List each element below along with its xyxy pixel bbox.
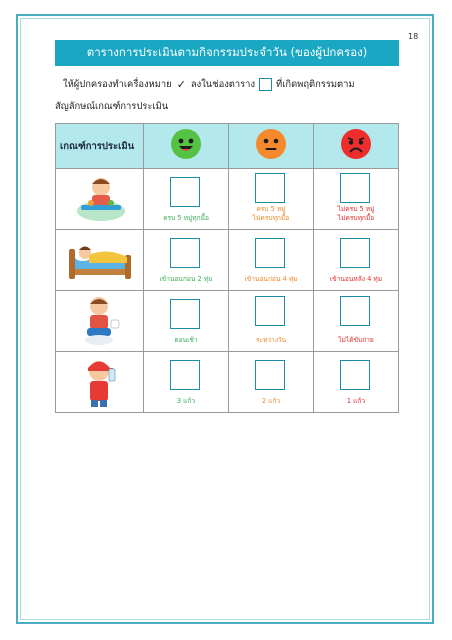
child-eating-icon	[71, 173, 129, 225]
criteria-label: ไม่ครบ 5 หมู่ ไม่ครบทุกมื้อ	[337, 205, 375, 222]
instructions-line-2: สัญลักษณ์เกณฑ์การประเมิน	[55, 101, 169, 112]
cell-happy	[144, 230, 229, 291]
page-title-text: ตารางการประเมินตามกิจกรรมประจำวัน (ของผู้ปกครอง)	[86, 45, 368, 59]
criteria-label: ระหว่างวัน	[255, 336, 287, 344]
cell-happy	[144, 169, 229, 230]
row-picture-sleeping	[56, 230, 144, 291]
criteria-header: เกณฑ์การประเมิน	[56, 124, 144, 169]
row-picture-drinking	[56, 352, 144, 413]
cell-sad	[314, 169, 399, 230]
criteria-label: ไม่ได้ขับถ่าย	[338, 336, 374, 344]
page-number: 18	[408, 32, 419, 41]
checkbox[interactable]	[170, 299, 200, 329]
cell-neutral	[229, 352, 314, 413]
cell-neutral	[229, 169, 314, 230]
checkbox[interactable]	[255, 173, 285, 203]
criteria-label: 2 แก้ว	[261, 397, 281, 405]
criteria-label: 3 แก้ว	[176, 397, 196, 405]
child-drinking-icon	[75, 355, 125, 409]
child-toilet-icon	[75, 294, 125, 348]
cell-happy	[144, 291, 229, 352]
checkbox-sample-icon	[259, 78, 272, 91]
cell-happy	[144, 352, 229, 413]
checkbox[interactable]	[170, 238, 200, 268]
checkmark-icon: ✓	[176, 78, 186, 91]
checkbox[interactable]	[340, 360, 370, 390]
cell-sad	[314, 291, 399, 352]
page-title	[55, 40, 399, 66]
checkbox[interactable]	[255, 238, 285, 268]
checkbox[interactable]	[255, 360, 285, 390]
cell-neutral	[229, 291, 314, 352]
criteria-label: ตอนเช้า	[174, 336, 198, 344]
cell-sad	[314, 352, 399, 413]
checkbox[interactable]	[170, 177, 200, 207]
header-neutral	[229, 124, 314, 169]
table-row	[56, 352, 399, 413]
assessment-table	[55, 123, 399, 413]
criteria-label: เข้านอนหลัง 4 ทุ่ม	[329, 275, 383, 283]
checkbox[interactable]	[170, 360, 200, 390]
header-happy	[144, 124, 229, 169]
neutral-face-icon	[255, 128, 287, 160]
table-row	[56, 230, 399, 291]
cell-sad	[314, 230, 399, 291]
instructions-text-3: ที่เกิดพฤติกรรมตาม	[276, 79, 355, 90]
instructions-text-1: ให้ผู้ปกครองทำเครื่องหมาย	[63, 79, 172, 90]
checkbox[interactable]	[340, 173, 370, 203]
checkbox[interactable]	[340, 296, 370, 326]
criteria-label: ครบ 5 หมู่ทุกมื้อ	[163, 214, 209, 222]
instructions-text-2: ลงในช่องตาราง	[190, 79, 256, 90]
checkbox[interactable]	[340, 238, 370, 268]
row-picture-eating	[56, 169, 144, 230]
table-header-row	[56, 124, 399, 169]
cell-neutral	[229, 230, 314, 291]
header-sad	[314, 124, 399, 169]
row-picture-toilet	[56, 291, 144, 352]
criteria-label: เข้านอนก่อน 2 ทุ่ม	[159, 275, 213, 283]
sad-face-icon	[340, 128, 372, 160]
instructions-line-1	[63, 77, 355, 92]
criteria-label: เข้านอนก่อน 4 ทุ่ม	[244, 275, 298, 283]
table-row	[56, 169, 399, 230]
table-row	[56, 291, 399, 352]
criteria-label: ครบ 5 หมู่ ไม่ครบทุกมื้อ	[252, 205, 290, 222]
checkbox[interactable]	[255, 296, 285, 326]
happy-face-icon	[170, 128, 202, 160]
child-sleeping-icon	[67, 237, 133, 283]
criteria-label: 1 แก้ว	[346, 397, 366, 405]
